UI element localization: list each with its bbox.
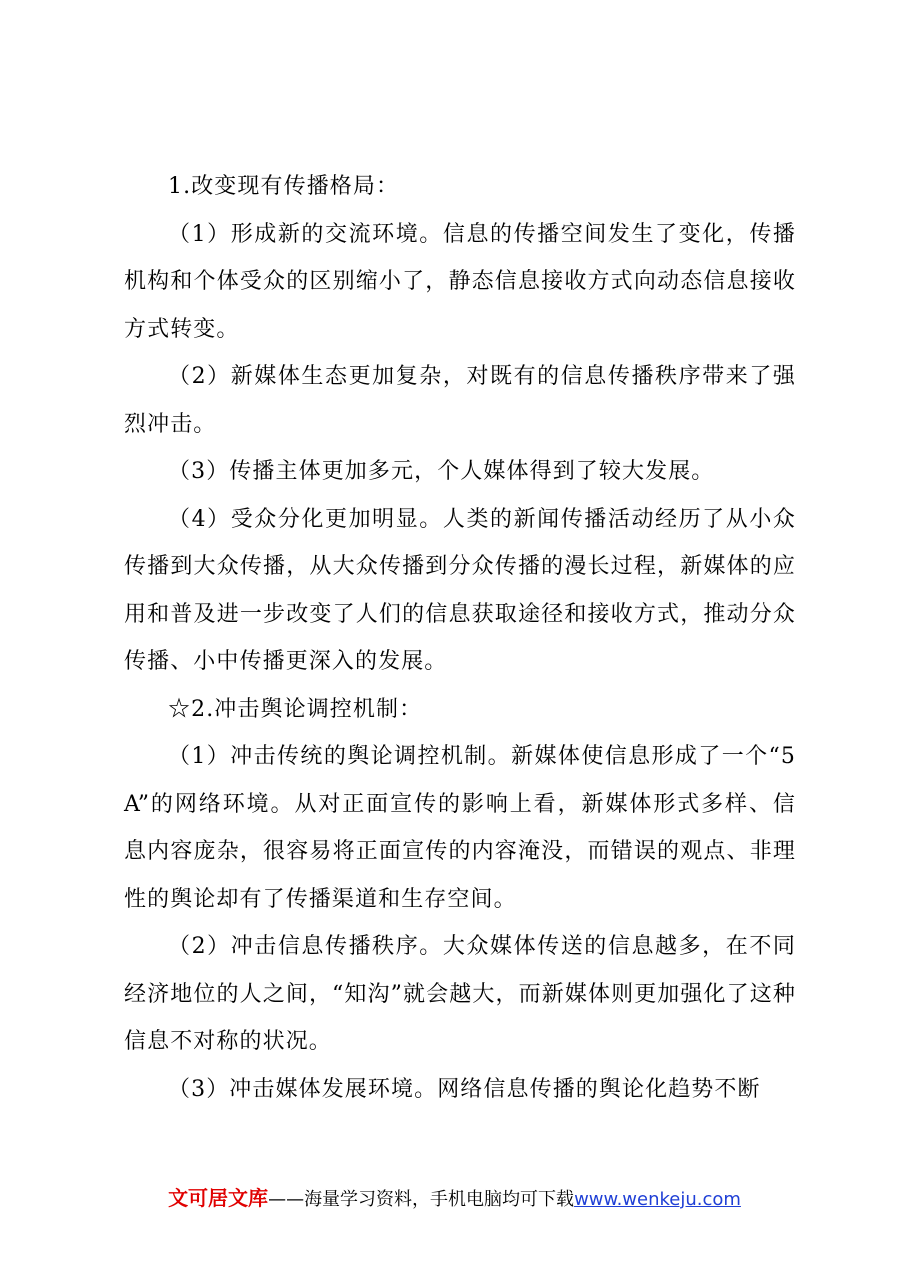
paragraph-2-2: （2）冲击信息传播秩序。大众媒体传送的信息越多，在不同经济地位的人之间，“知沟”就会越大，而新媒体则更加强化了这种信息不对称的状况。 [124,934,796,1054]
paragraph-1-2: （2）新媒体生态更加复杂，对既有的信息传播秩序带来了强烈冲击。 [124,364,796,437]
footer-banner [0,1182,909,1211]
paragraph-1-3: （3）传播主体更加多元，个人媒体得到了较大发展。 [168,459,715,484]
footer-brand: 文可居文库 [168,1186,269,1210]
document-body [124,163,796,1113]
heading-1: 1.改变现有传播格局： [168,174,400,199]
paragraph-1-4: （4）受众分化更加明显。人类的新闻传播活动经历了从小众传播到大众传播，从大众传播到分众传播的漫长过程，新媒体的应用和普及进一步改变了人们的信息获取途径和接收方式，推动分众传播、小中传播更深入的发展。 [124,506,796,674]
paragraph-2-3: （3）冲击媒体发展环境。网络信息传播的舆论化趋势不断 [168,1076,761,1102]
paragraph-2-1: （1）冲击传统的舆论调控机制。新媒体使信息形成了一个“5A”的网络环境。从对正面宣传的影响上看，新媒体形式多样、信息内容庞杂，很容易将正面宣传的内容淹没，而错误的观点、非理性的舆论却有了传播渠道和生存空间。 [124,744,796,912]
footer-slogan: ——海量学习资料，手机电脑均可下载 [268,1189,575,1210]
footer-link[interactable]: www.wenkeju.com [574,1189,741,1210]
paragraph-1-1: （1）形成新的交流环境。信息的传播空间发生了变化，传播机构和个体受众的区别缩小了，静态信息接收方式向动态信息接收方式转变。 [124,221,796,342]
heading-2: ☆2.冲击舆论调控机制： [168,696,423,722]
